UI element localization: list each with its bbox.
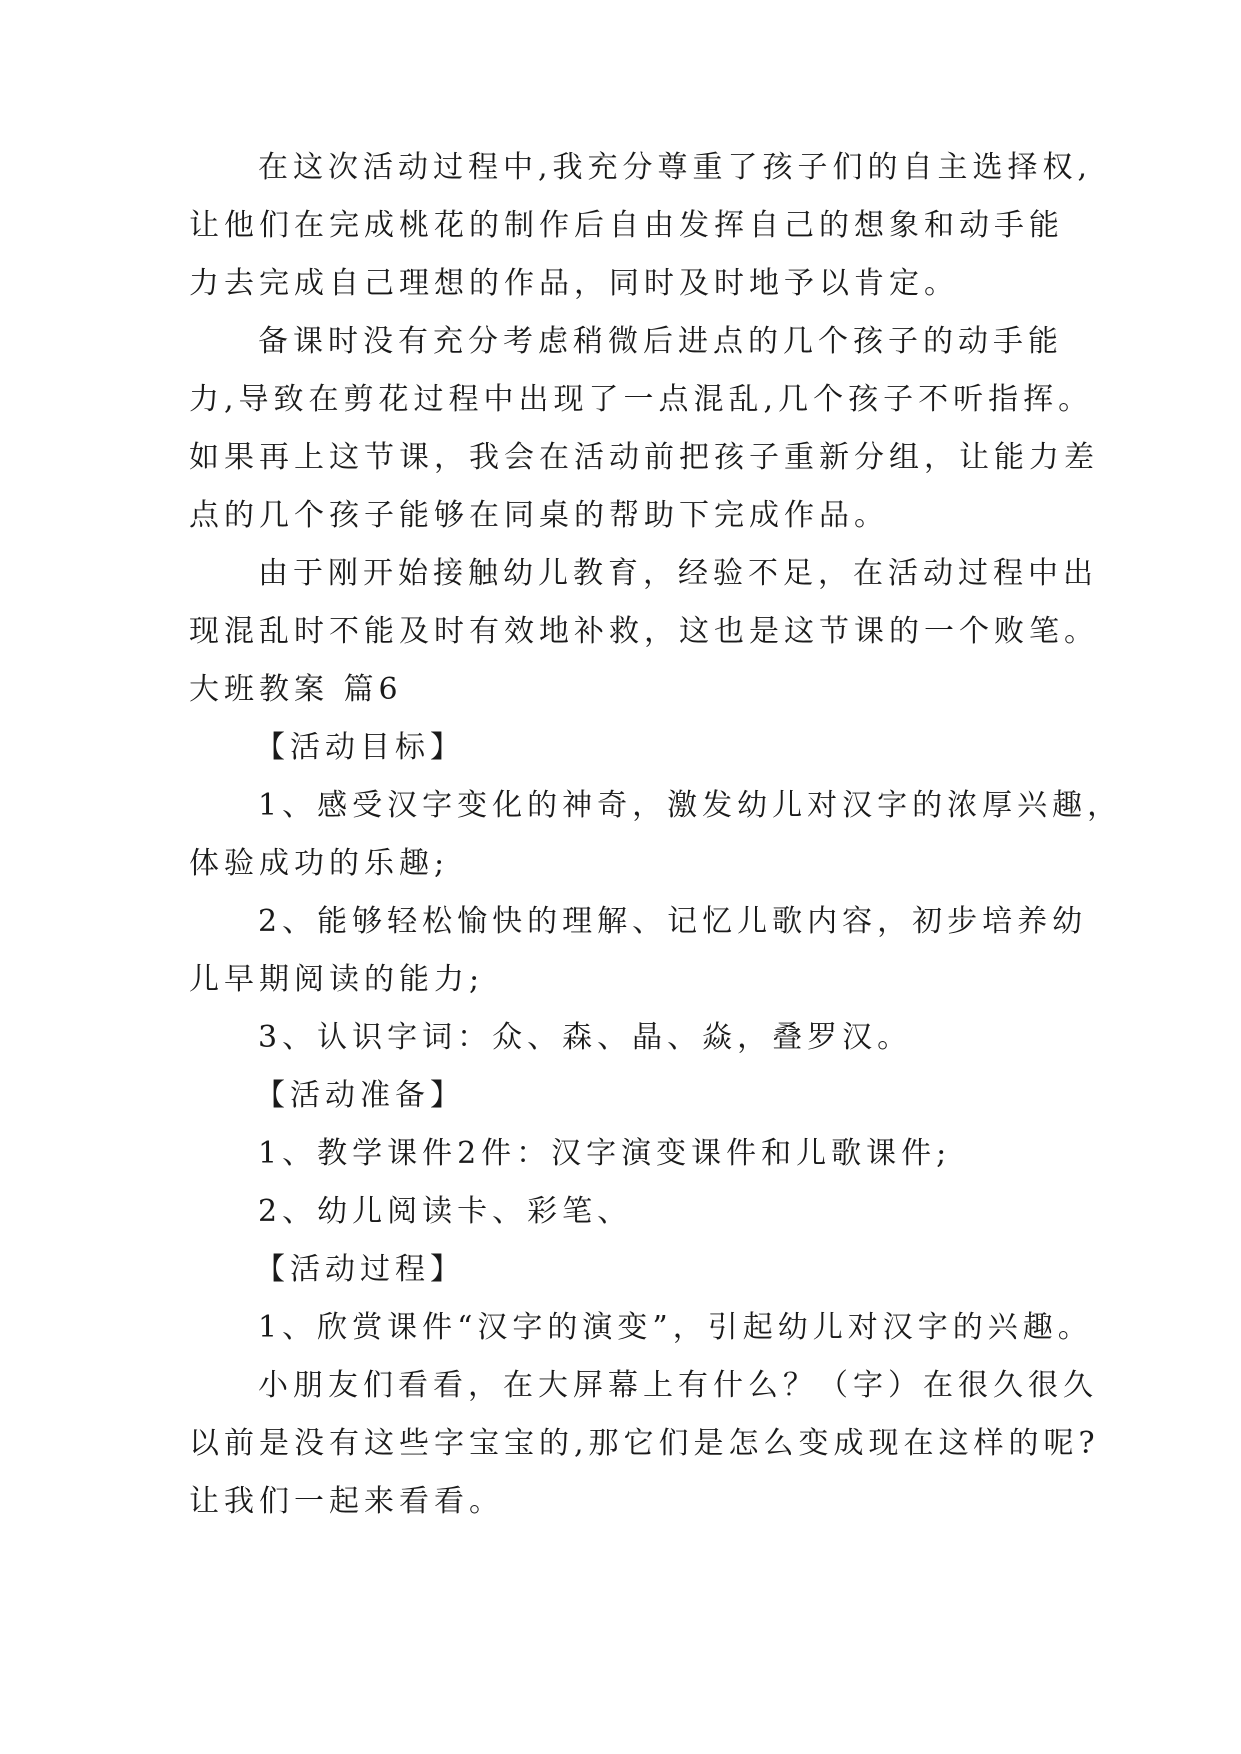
- paragraph-line: 以前是没有这些字宝宝的,那它们是怎么变成现在这样的呢?: [189, 1426, 1100, 1461]
- list-item: 1、感受汉字变化的神奇，激发幼儿对汉字的浓厚兴趣，: [258, 788, 1123, 823]
- paragraph-line: 让他们在完成桃花的制作后自由发挥自己的想象和动手能: [189, 208, 1064, 243]
- paragraph-line: 在这次活动过程中,我充分尊重了孩子们的自主选择权,: [258, 150, 1093, 185]
- list-item: 2、幼儿阅读卡、彩笔、: [258, 1194, 633, 1229]
- paragraph-line: 备课时没有充分考虑稍微后进点的几个孩子的动手能: [258, 324, 1063, 359]
- paragraph-line: 让我们一起来看看。: [189, 1484, 504, 1519]
- section-heading: 【活动准备】: [255, 1078, 465, 1113]
- paragraph-line: 点的几个孩子能够在同桌的帮助下完成作品。: [189, 498, 889, 533]
- list-item: 3、认识字词：众、森、晶、焱，叠罗汉。: [258, 1020, 913, 1055]
- list-item-continuation: 儿早期阅读的能力;: [189, 962, 485, 997]
- paragraph-line: 由于刚开始接触幼儿教育，经验不足，在活动过程中出: [258, 556, 1098, 591]
- paragraph-line: 现混乱时不能及时有效地补救，这也是这节课的一个败笔。: [189, 614, 1099, 649]
- list-item-continuation: 体验成功的乐趣;: [189, 846, 450, 881]
- list-item: 1、欣赏课件“汉字的演变”，引起幼儿对汉字的兴趣。: [258, 1310, 1093, 1345]
- list-item: 1、教学课件2件：汉字演变课件和儿歌课件;: [258, 1136, 952, 1171]
- paragraph-line: 力,导致在剪花过程中出现了一点混乱,几个孩子不听指挥。: [189, 382, 1094, 417]
- paragraph-line: 小朋友们看看，在大屏幕上有什么？（字）在很久很久: [258, 1368, 1098, 1403]
- section-heading: 【活动过程】: [255, 1252, 465, 1287]
- section-title: 大班教案 篇6: [189, 672, 403, 707]
- section-heading: 【活动目标】: [255, 730, 465, 765]
- list-item: 2、能够轻松愉快的理解、记忆儿歌内容，初步培养幼: [258, 904, 1088, 939]
- paragraph-line: 如果再上这节课，我会在活动前把孩子重新分组，让能力差: [189, 440, 1099, 475]
- paragraph-line: 力去完成自己理想的作品，同时及时地予以肯定。: [189, 266, 959, 301]
